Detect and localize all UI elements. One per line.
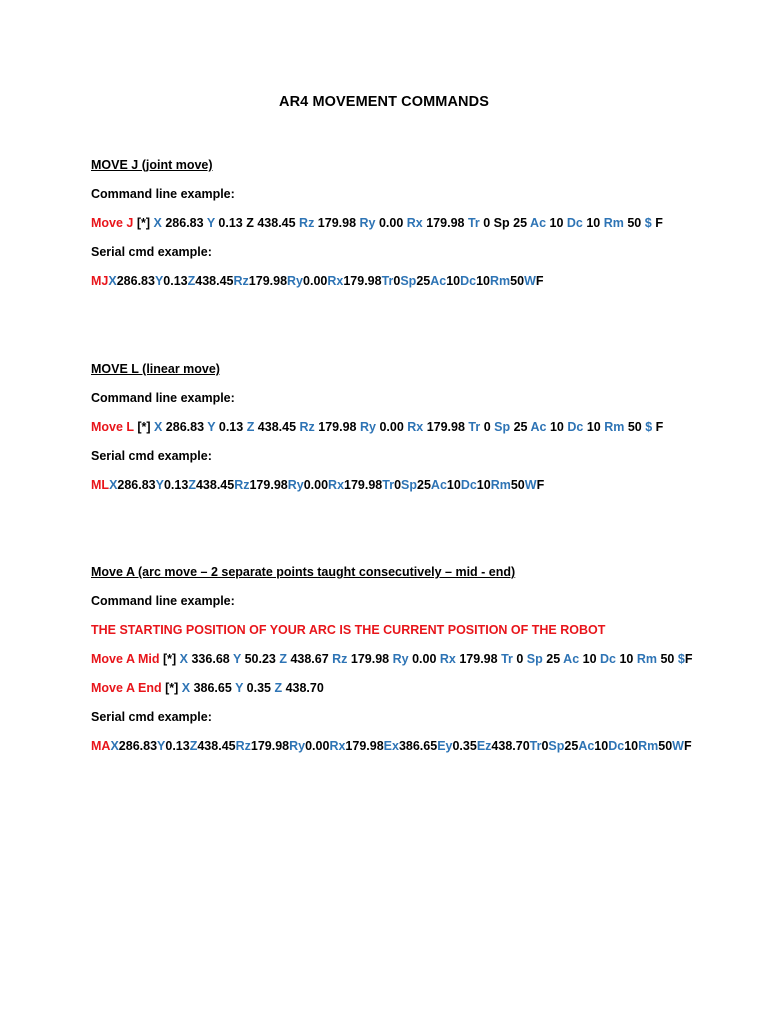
move-j-serial-example-segment: 286.83 (116, 274, 155, 288)
move-l-command-example-segment: 10 (549, 420, 568, 434)
move-j-serial-example-segment: Rx (327, 274, 344, 288)
move-a-warning (91, 622, 605, 638)
move-a-serial-example-segment: 0 (541, 739, 549, 753)
move-l-serial-example-segment: 0.13 (163, 478, 189, 492)
move-a-heading (91, 564, 515, 580)
move-l-command-example-segment: 286.83 (165, 420, 208, 434)
move-j-serial-example (91, 273, 544, 289)
move-l-serial-example-segment: Y (155, 478, 164, 492)
move-l-serial-example-segment: 10 (476, 478, 491, 492)
move-l-serial-example-segment: ML (91, 478, 110, 492)
move-l-heading (91, 361, 220, 377)
move-a-mid-example-segment: $ (677, 652, 685, 666)
move-j-serial-example-segment: Tr (381, 274, 394, 288)
move-a-serial-example (91, 738, 692, 754)
move-a-mid-example-segment: 179.98 (350, 652, 393, 666)
move-l-command-example-segment: Dc (567, 420, 587, 434)
move-a-end-example-segment: 0.35 (246, 681, 275, 695)
move-l-serial-example-segment: Z (188, 478, 196, 492)
move-j-command-example-segment: [*] (136, 216, 154, 230)
move-a-serial-example-segment: X (110, 739, 119, 753)
move-a-serial-example-segment: Rz (235, 739, 251, 753)
move-l-serial-example-segment: Dc (460, 478, 477, 492)
move-a-end-example-segment: 386.65 (193, 681, 236, 695)
move-l-serial-example-segment: 50 (510, 478, 525, 492)
move-a-serial-example-segment: Ac (578, 739, 595, 753)
move-a-serial-example-segment: Sp (548, 739, 565, 753)
move-a-mid-example-segment: Dc (600, 652, 620, 666)
move-a-serial-example-segment: Z (189, 739, 198, 753)
move-a-serial-example-segment: Ex (383, 739, 399, 753)
move-j-command-example-segment: 179.98 (317, 216, 360, 230)
move-a-mid-example-segment: Tr (501, 652, 517, 666)
move-j-serial-label (91, 244, 212, 260)
move-a-serial-example-segment: F (683, 739, 692, 753)
move-j-command-example-segment: Dc (566, 216, 587, 230)
move-j-serial-example-segment: Ry (287, 274, 304, 288)
move-j-command-example-segment: Rx (406, 216, 427, 230)
move-j-serial-example-segment: 0.00 (303, 274, 328, 288)
move-j-serial-example-segment: Z (187, 274, 196, 288)
move-a-mid-example-segment: 10 (619, 652, 637, 666)
move-j-command-example-segment: $ (644, 216, 656, 230)
move-j-command-example-segment: F (655, 216, 663, 230)
move-j-command-example-segment: Move J (91, 216, 137, 230)
move-j-serial-example-segment: W (524, 274, 536, 288)
move-j-serial-example-segment: 0.13 (163, 274, 188, 288)
move-l-command-example-segment: 438.45 (257, 420, 300, 434)
move-j-serial-example-segment: Y (154, 274, 164, 288)
move-j-serial-example-segment: 25 (416, 274, 431, 288)
move-a-serial-example-segment: 386.65 (398, 739, 438, 753)
move-j-command-example-segment: 0.00 (378, 216, 407, 230)
move-l-serial-example-segment: Rm (490, 478, 511, 492)
move-j-serial-example-segment: Dc (460, 274, 477, 288)
move-j-command-example-segment: Ry (359, 216, 379, 230)
move-j-serial-example-segment: 10 (476, 274, 491, 288)
move-a-mid-example-segment: 25 (546, 652, 564, 666)
move-a-serial-example-segment: 10 (624, 739, 639, 753)
move-a-mid-example-segment: Rx (439, 652, 460, 666)
move-l-command-example-segment: 179.98 (426, 420, 469, 434)
move-l-serial-example-segment: 286.83 (117, 478, 156, 492)
move-l-command-example-segment: 50 (627, 420, 646, 434)
move-a-mid-example-segment: Z (279, 652, 291, 666)
move-a-serial-example-segment: 25 (564, 739, 579, 753)
move-a-mid-example (91, 651, 692, 667)
move-l-command-example-segment: Ac (530, 420, 550, 434)
move-a-serial-example-segment: Dc (608, 739, 625, 753)
move-a-mid-example-segment: 336.68 (191, 652, 233, 666)
move-l-heading-segment: MOVE L (linear move) (91, 362, 220, 376)
move-j-serial-example-segment: 0 (393, 274, 401, 288)
move-l-serial-example-segment: X (109, 478, 118, 492)
move-l-command-example-segment: Ry (359, 420, 380, 434)
move-a-serial-label-segment: Serial cmd example: (91, 710, 212, 724)
move-a-serial-example-segment: Ry (289, 739, 306, 753)
move-a-serial-example-segment: Ey (437, 739, 453, 753)
move-a-mid-example-segment: 50 (660, 652, 678, 666)
move-j-command-example-segment: 0.13 Z 438.45 (218, 216, 300, 230)
move-a-serial-example-segment: Rm (638, 739, 659, 753)
move-l-command-label (91, 390, 235, 406)
move-a-serial-example-segment: Rx (329, 739, 346, 753)
move-j-command-example-segment: 10 (586, 216, 604, 230)
move-l-command-example-segment: 179.98 (318, 420, 360, 434)
move-j-serial-example-segment: MJ (91, 274, 109, 288)
move-a-serial-example-segment: W (672, 739, 684, 753)
move-a-end-example (91, 680, 324, 696)
page-title: AR4 MOVEMENT COMMANDS (279, 94, 489, 110)
move-l-serial-example (91, 477, 544, 493)
move-l-command-example-segment: Z (246, 420, 258, 434)
move-l-command-example-segment: Rz (299, 420, 319, 434)
move-j-serial-example-segment: Rz (233, 274, 249, 288)
move-l-serial-example-segment: 0 (394, 478, 402, 492)
move-a-end-example-segment: Move A End (91, 681, 166, 695)
move-j-serial-example-segment: X (108, 274, 117, 288)
move-l-command-example (91, 419, 663, 435)
move-l-serial-example-segment: 179.98 (344, 478, 383, 492)
move-l-serial-example-segment: Ac (430, 478, 447, 492)
move-j-serial-example-segment: 179.98 (343, 274, 382, 288)
move-l-command-example-segment: Rx (407, 420, 427, 434)
move-l-serial-example-segment: 438.45 (195, 478, 235, 492)
move-j-serial-example-segment: 179.98 (248, 274, 288, 288)
move-l-command-example-segment: Y (207, 420, 219, 434)
move-a-mid-example-segment: 179.98 (459, 652, 502, 666)
move-l-serial-example-segment: 179.98 (249, 478, 288, 492)
move-l-serial-example-segment: 10 (446, 478, 461, 492)
move-l-serial-example-segment: F (536, 478, 545, 492)
move-j-command-example-segment: 50 (627, 216, 645, 230)
move-j-serial-example-segment: Ac (430, 274, 447, 288)
move-l-command-example-segment: Tr (468, 420, 484, 434)
move-a-command-label-segment: Command line example: (91, 594, 235, 608)
move-l-command-example-segment: 0 (483, 420, 495, 434)
move-j-serial-example-segment: 50 (510, 274, 525, 288)
move-a-mid-example-segment: 438.67 (290, 652, 333, 666)
move-l-serial-example-segment: Tr (382, 478, 395, 492)
move-a-end-example-segment: 438.70 (285, 681, 324, 695)
move-j-heading (91, 157, 213, 173)
move-a-warning-segment: THE STARTING POSITION OF YOUR ARC IS THE CURRENT POSITION OF THE ROBOT (91, 623, 606, 637)
move-a-command-label (91, 593, 235, 609)
move-j-command-example-segment: Tr (467, 216, 484, 230)
move-j-command-label (91, 186, 235, 202)
move-l-serial-example-segment: Rz (234, 478, 250, 492)
move-l-command-example-segment: [*] (137, 420, 154, 434)
move-j-command-example-segment: 0 Sp 25 (483, 216, 531, 230)
move-j-command-example-segment: Y (206, 216, 219, 230)
move-a-serial-example-segment: 438.70 (491, 739, 530, 753)
move-a-mid-example-segment: Ac (563, 652, 583, 666)
move-j-serial-example-segment: Sp (400, 274, 417, 288)
move-j-command-example-segment: X (153, 216, 166, 230)
move-l-command-example-segment: Rm (604, 420, 628, 434)
move-a-heading-segment: Move A (arc move – 2 separate points taught consecutively – mid - end) (91, 565, 516, 579)
move-a-serial-example-segment: 438.45 (197, 739, 236, 753)
move-a-serial-example-segment: 179.98 (345, 739, 384, 753)
move-a-serial-example-segment: 0.00 (305, 739, 330, 753)
move-l-serial-example-segment: 25 (417, 478, 431, 492)
move-l-command-example-segment: 0.13 (218, 420, 247, 434)
move-a-mid-example-segment: Sp (526, 652, 547, 666)
move-a-serial-example-segment: 0.35 (452, 739, 477, 753)
move-a-serial-label (91, 709, 212, 725)
move-a-mid-example-segment: 0.00 (412, 652, 440, 666)
move-j-command-label-segment: Command line example: (91, 187, 235, 201)
move-l-serial-example-segment: Rx (328, 478, 345, 492)
move-j-serial-example-segment: 438.45 (195, 274, 234, 288)
move-a-end-example-segment: Z (274, 681, 286, 695)
move-j-serial-example-segment: F (535, 274, 544, 288)
move-l-command-example-segment: 10 (586, 420, 605, 434)
move-a-mid-example-segment: Ry (392, 652, 413, 666)
move-a-serial-example-segment: Y (157, 739, 166, 753)
move-l-command-example-segment: Sp (494, 420, 514, 434)
move-a-mid-example-segment: 50.23 (244, 652, 280, 666)
move-a-end-example-segment: X (181, 681, 194, 695)
move-j-serial-label-segment: Serial cmd example: (91, 245, 212, 259)
move-l-serial-label (91, 448, 212, 464)
move-j-command-example-segment: Rm (603, 216, 628, 230)
move-j-command-example-segment: 179.98 (426, 216, 468, 230)
move-a-mid-example-segment: Move A Mid (91, 652, 163, 666)
move-a-serial-example-segment: 179.98 (250, 739, 290, 753)
move-l-command-example-segment: 0.00 (379, 420, 408, 434)
move-a-mid-example-segment: [*] (163, 652, 180, 666)
move-j-command-example-segment: 286.83 (165, 216, 207, 230)
move-a-serial-example-segment: Tr (529, 739, 542, 753)
move-j-heading-segment: MOVE J (joint move) (91, 158, 213, 172)
move-a-serial-example-segment: 0.13 (165, 739, 190, 753)
move-a-serial-example-segment: 10 (594, 739, 609, 753)
move-a-mid-example-segment: 0 (516, 652, 527, 666)
move-l-command-example-segment: Move L (91, 420, 138, 434)
move-j-serial-example-segment: Rm (490, 274, 511, 288)
move-l-command-example-segment: F (655, 420, 664, 434)
move-l-serial-label-segment: Serial cmd example: (91, 449, 212, 463)
move-j-command-example-segment: 10 (549, 216, 567, 230)
move-l-command-example-segment: X (153, 420, 166, 434)
move-a-mid-example-segment: Rm (636, 652, 661, 666)
move-a-serial-example-segment: 286.83 (118, 739, 158, 753)
move-l-command-example-segment: $ (645, 420, 656, 434)
move-a-end-example-segment: [*] (165, 681, 182, 695)
move-j-command-example-segment: Ac (530, 216, 550, 230)
move-l-command-example-segment: 25 (513, 420, 531, 434)
move-a-serial-example-segment: Ez (476, 739, 492, 753)
move-a-mid-example-segment: F (684, 652, 693, 666)
move-j-serial-example-segment: 10 (446, 274, 461, 288)
move-l-serial-example-segment: 0.00 (303, 478, 329, 492)
move-l-serial-example-segment: Ry (287, 478, 304, 492)
move-j-command-example (91, 215, 663, 231)
move-l-serial-example-segment: Sp (401, 478, 418, 492)
move-a-mid-example-segment: Rz (332, 652, 351, 666)
move-a-mid-example-segment: Y (232, 652, 245, 666)
move-l-command-label-segment: Command line example: (91, 391, 235, 405)
move-a-serial-example-segment: MA (91, 739, 111, 753)
move-a-mid-example-segment: X (179, 652, 192, 666)
move-j-command-example-segment: Rz (299, 216, 318, 230)
move-l-serial-example-segment: W (524, 478, 537, 492)
move-a-mid-example-segment: 10 (582, 652, 601, 666)
move-a-end-example-segment: Y (235, 681, 247, 695)
move-a-serial-example-segment: 50 (658, 739, 673, 753)
